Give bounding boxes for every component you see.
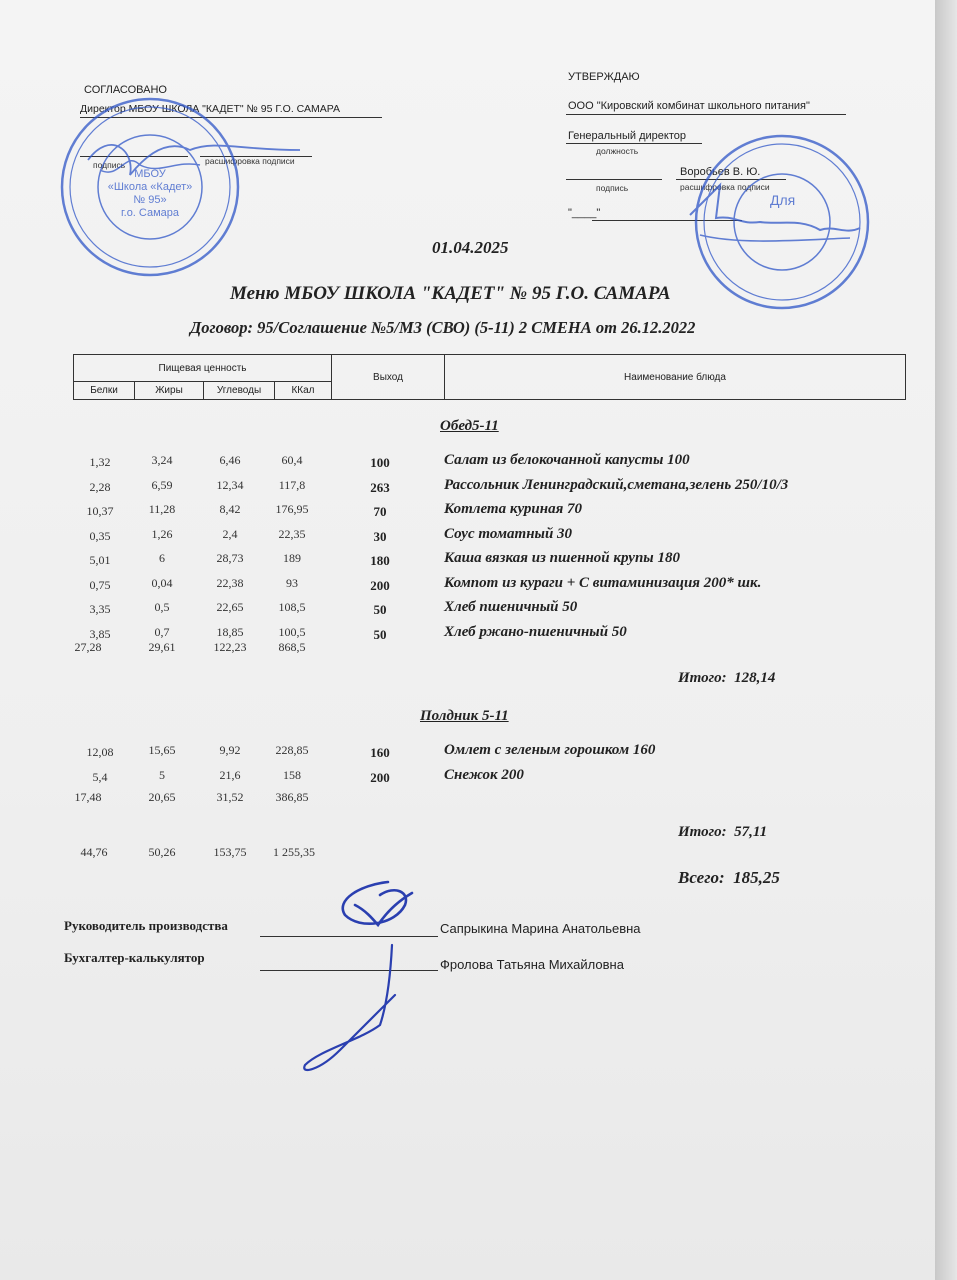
cell-protein: 0,75	[89, 577, 111, 592]
cell-carbs: 8,42	[219, 502, 241, 516]
sum-fat: 29,61	[148, 640, 176, 654]
document-title: Меню МБОУ ШКОЛА "КАДЕТ" № 95 Г.О. САМАРА	[230, 283, 671, 304]
total-value: 57,11	[734, 824, 768, 840]
stamp-left-line-2: «Школа «Кадет»	[107, 181, 193, 193]
cell-fat: 0,04	[151, 575, 173, 590]
cell-protein: 3,35	[89, 602, 111, 616]
header-protein: Белки	[74, 382, 135, 400]
dish-name: Компот из кураги + С витаминизация 200* шк.	[444, 574, 762, 591]
signature-role-2: Бухгалтер-калькулятор	[64, 950, 205, 965]
dish-name: Снежок 200	[444, 767, 524, 783]
approval-left-director: Директор МБОУ ШКОЛА "КАДЕТ" № 95 Г.О. САМАРА	[80, 103, 341, 115]
cell-kcal: 228,85	[275, 743, 309, 757]
cell-carbs: 18,85	[216, 624, 244, 639]
cell-fat: 5	[159, 768, 165, 782]
header-nutrition: Пищевая ценность	[74, 355, 332, 382]
approval-left-heading: СОГЛАСОВАНО	[84, 84, 167, 96]
cell-protein: 3,85	[89, 626, 111, 641]
stamp-left-line-1: МБОУ	[134, 168, 166, 180]
cell-carbs: 6,46	[219, 453, 241, 467]
dish-name: Салат из белокочанной капусты 100	[444, 452, 690, 468]
sum-kcal: 386,85	[275, 790, 309, 804]
cell-kcal: 189	[283, 551, 301, 565]
cell-carbs: 22,38	[216, 575, 244, 590]
cell-protein: 10,37	[86, 504, 114, 518]
dish-name: Омлет с зеленым горошком 160	[444, 742, 656, 758]
grand-protein: 44,76	[80, 845, 108, 859]
header-kcal: ККал	[275, 382, 332, 400]
signature-name-2: Фролова Татьяна Михайловна	[440, 957, 624, 972]
decode-caption: расшифровка подписи	[205, 156, 295, 166]
sum-carbs: 122,23	[213, 640, 247, 654]
cell-carbs: 22,65	[216, 600, 244, 614]
handwritten-signature-1	[343, 882, 412, 925]
cell-kcal: 60,4	[281, 453, 303, 467]
stamp-left-line-4: г.о. Самара	[120, 207, 180, 219]
dish-name: Хлеб пшеничный 50	[444, 599, 578, 615]
cell-protein: 0,35	[89, 528, 111, 543]
document-date: 01.04.2025	[432, 238, 509, 257]
grand-fat: 50,26	[148, 845, 176, 859]
cell-carbs: 28,73	[216, 551, 244, 565]
cell-output: 70	[373, 504, 387, 519]
approval-right-position: Генеральный директор	[568, 130, 686, 142]
grand-carbs: 153,75	[213, 845, 247, 859]
cell-output: 160	[370, 745, 390, 760]
cell-carbs: 2,4	[222, 526, 238, 541]
cell-output: 30	[373, 528, 387, 544]
cell-fat: 11,28	[148, 502, 176, 516]
cell-kcal: 158	[283, 768, 301, 782]
header-fat: Жиры	[135, 382, 204, 400]
total-label: Итого:	[678, 670, 727, 686]
cell-carbs: 21,6	[219, 768, 241, 782]
dish-name: Соус томатный 30	[444, 525, 573, 542]
sum-protein: 17,48	[74, 790, 102, 804]
total-label: Итого:	[678, 824, 727, 840]
cell-carbs: 9,92	[219, 743, 241, 757]
grand-label: Всего:	[678, 868, 725, 887]
approval-right-heading: УТВЕРЖДАЮ	[568, 71, 640, 83]
contract-line: Договор: 95/Соглашение №5/МЗ (СВО) (5-11) 2 СМЕНА от 26.12.2022	[190, 318, 696, 337]
cell-kcal: 108,5	[278, 600, 306, 614]
cell-fat: 6,59	[151, 477, 173, 492]
cell-carbs: 12,34	[216, 477, 244, 492]
cell-protein: 12,08	[86, 745, 114, 759]
cell-kcal: 100,5	[278, 624, 306, 639]
grand-value: 185,25	[733, 868, 780, 887]
cell-output: 200	[370, 577, 390, 593]
cell-output: 50	[373, 602, 387, 617]
stamp-right	[690, 136, 868, 308]
stamp-left-line-3: № 95»	[133, 194, 167, 206]
cell-kcal: 93	[286, 575, 298, 590]
approval-right-company: ООО "Кировский комбинат школьного питания"	[568, 100, 810, 112]
sum-fat: 20,65	[148, 790, 176, 804]
cell-protein: 1,32	[89, 455, 111, 469]
signature-caption: подпись	[596, 183, 629, 193]
dish-name: Рассольник Ленинградский,сметана,зелень 250/10/3	[444, 476, 789, 493]
signature-caption: подпись	[93, 160, 126, 170]
grand-kcal: 1 255,35	[273, 845, 315, 859]
approval-right-signer: Воробьев В. Ю.	[680, 166, 761, 178]
dish-name: Котлета куриная 70	[444, 501, 583, 517]
cell-fat: 0,5	[154, 600, 170, 614]
cell-kcal: 22,35	[278, 526, 306, 541]
date-placeholder: "____"	[568, 207, 601, 219]
cell-output: 100	[370, 455, 390, 470]
cell-protein: 5,01	[89, 553, 111, 567]
handwritten-signature-2	[304, 945, 395, 1070]
cell-output: 180	[370, 553, 390, 568]
signature-role-1: Руководитель производства	[64, 918, 228, 933]
cell-kcal: 117,8	[278, 477, 306, 492]
total-value: 128,14	[734, 670, 776, 686]
sum-carbs: 31,52	[216, 790, 244, 804]
cell-fat: 3,24	[151, 453, 173, 467]
section-title-snack: Полдник 5-11	[420, 708, 509, 724]
cell-kcal: 176,95	[275, 502, 309, 516]
header-output: Выход	[332, 355, 445, 400]
header-carbs: Углеводы	[204, 382, 275, 400]
stamp-left	[62, 99, 300, 275]
section-title-lunch: Обед5-11	[440, 418, 499, 434]
cell-protein: 5,4	[92, 770, 108, 784]
cell-fat: 1,26	[151, 526, 173, 541]
cell-protein: 2,28	[89, 479, 111, 494]
signature-name-1: Сапрыкина Марина Анатольевна	[440, 921, 641, 936]
position-caption: должность	[596, 146, 639, 156]
sum-kcal: 868,5	[278, 640, 306, 654]
header-dish-name: Наименование блюда	[445, 355, 906, 400]
cell-fat: 6	[159, 551, 165, 565]
sum-protein: 27,28	[74, 640, 102, 654]
cell-output: 50	[373, 626, 387, 642]
cell-output: 200	[370, 770, 390, 785]
stamp-right-center: Для	[770, 192, 796, 208]
cell-output: 263	[370, 479, 390, 495]
cell-fat: 15,65	[148, 743, 176, 757]
dish-name: Хлеб ржано-пшеничный 50	[444, 623, 627, 640]
decode-caption: расшифровка подписи	[680, 182, 770, 192]
cell-fat: 0,7	[154, 624, 170, 639]
dish-name: Каша вязкая из пшенной крупы 180	[444, 550, 680, 566]
